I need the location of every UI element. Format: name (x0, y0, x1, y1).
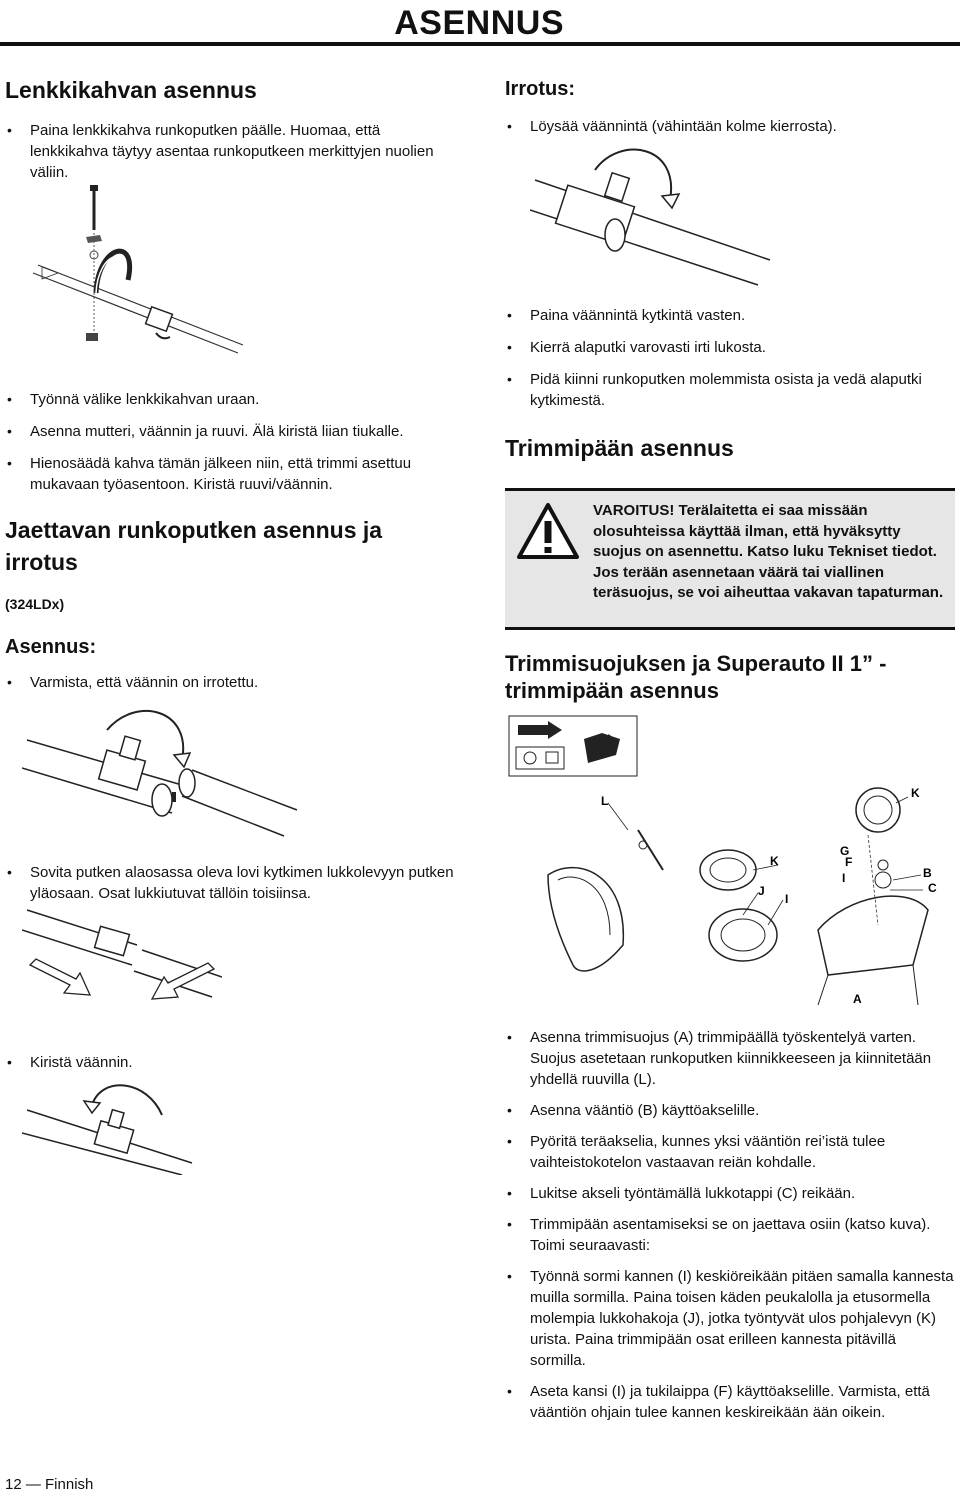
list-item: • Asenna trimmisuojus (A) trimmipäällä työskentelyä varten. Suojus asetetaan runkoputken kiinnikkeeseen ja kiinnitetään yhdellä ruuvilla (L). (505, 1027, 955, 1090)
label-B: B (923, 866, 932, 880)
mount-bullets (5, 672, 450, 693)
list-item: • Paina väännintä kytkintä vasten. (505, 305, 955, 326)
label-J: J (758, 884, 765, 898)
list-item: • Asenna vääntiö (B) käyttöakselille. (505, 1100, 955, 1121)
list-item: • Työnnä sormi kannen (I) keskiöreikään pitäen samalla kannesta muilla sormilla. Paina toisen käden peukalolla ja etusormella molempia lukkohakoja (J), jotka työntyvät ulos pohjalevyn (K) urista. Paina trimmipään osat erilleen kannesta pitävillä sormilla. (505, 1266, 955, 1371)
split-section-title: Jaettavan runkoputken asennus ja irrotus (5, 517, 383, 575)
loosen-illustration (530, 140, 780, 290)
label-K: K (911, 786, 920, 800)
handle-bullets-b (5, 389, 455, 495)
header-rule (0, 42, 960, 46)
list-item: • Sovita putken alaosassa oleva lovi kytkimen lukkolevyyn putken yläosaan. Osat lukkiutuvat tällöin toisiinsa. (5, 862, 455, 904)
list-item: • Pidä kiinni runkoputken molemmista osista ja vedä alaputki kytkimestä. (505, 369, 955, 411)
tighten-illustration (22, 1075, 222, 1175)
label-G: G (840, 844, 850, 858)
label-K: K (770, 854, 779, 868)
list-item: • Hienosäädä kahva tämän jälkeen niin, että trimmi asettuu mukavaan työasentoon. Kiristä ruuvi/väännin. (5, 453, 455, 495)
list-item: • Trimmipään asentamiseksi se on jaettava osiin (katso kuva). Toimi seuraavasti: (505, 1214, 955, 1256)
handle-bullets-a (5, 120, 450, 183)
label-I: I (842, 871, 846, 885)
list-item: • Lukitse akseli työntämällä lukkotappi (C) reikään. (505, 1183, 955, 1204)
trimmer-section-title: Trimmipään asennus (505, 435, 734, 461)
handle-assembly-illustration (28, 185, 248, 360)
list-item: • Asenna mutteri, väännin ja ruuvi. Älä kiristä liian tiukalle. (5, 421, 455, 442)
slot-bullets (5, 862, 455, 904)
page-footer: 12 — Finnish (5, 1476, 94, 1493)
list-item: • Pyöritä teräakselia, kunnes yksi vääntiön rei’istä tulee vaihteistokotelon vastaavan reiän kohdalle. (505, 1131, 955, 1173)
guard-procedure-icons (508, 715, 638, 777)
trimmer-exploded-illustration (518, 775, 943, 1010)
join-tube-illustration (22, 905, 222, 1015)
list-item: • Löysää väännintä (vähintään kolme kierrosta). (505, 116, 955, 137)
remove-bullets-b (505, 305, 955, 411)
label-I: I (785, 892, 789, 906)
page-title: ASENNUS (394, 4, 564, 42)
list-item: • Työnnä välike lenkkikahvan uraan. (5, 389, 455, 410)
warning-text: VAROITUS! Terälaitetta ei saa missään olosuhteissa käyttää ilman, että hyväksytty suojus on asennettu. Katso luku Tekniset tiedot. Jos terään asennetaan väärä tai viallinen teräsuojus, se voi aiheuttaa vakavan tapaturman. (593, 502, 944, 601)
mount-subtitle: Asennus: (5, 636, 97, 658)
tighten-bullets (5, 1052, 450, 1073)
split-model: (324LDx) (5, 596, 65, 612)
warning-icon (515, 501, 581, 566)
remove-subtitle: Irrotus: (505, 78, 575, 100)
page-header (0, 0, 960, 48)
guard-bullets (505, 1027, 955, 1423)
label-F: F (845, 855, 853, 869)
label-A: A (853, 992, 862, 1006)
label-C: C (928, 881, 937, 895)
split-tube-illustration (22, 700, 302, 850)
list-item: • Aseta kansi (I) ja tukilaippa (F) käyttöakselille. Varmista, että vääntiön ohjain tulee kannen keskireikään ään oikein. (505, 1381, 955, 1423)
label-L: L (601, 794, 609, 808)
list-item: • Kierrä alaputki varovasti irti lukosta. (505, 337, 955, 358)
handle-section-title: Lenkkikahvan asennus (5, 77, 257, 103)
guard-section-title: Trimmisuojuksen ja Superauto II 1” -trimmipään asennus (505, 651, 887, 703)
list-item: • Varmista, että väännin on irrotettu. (5, 672, 450, 693)
list-item: • Paina lenkkikahva runkoputken päälle. Huomaa, että lenkkikahva täytyy asentaa runkoputkeen merkittyjen nuolien väliin. (5, 120, 450, 183)
list-item: • Kiristä väännin. (5, 1052, 450, 1073)
remove-bullets-a (505, 116, 955, 137)
warning-box (505, 488, 955, 630)
